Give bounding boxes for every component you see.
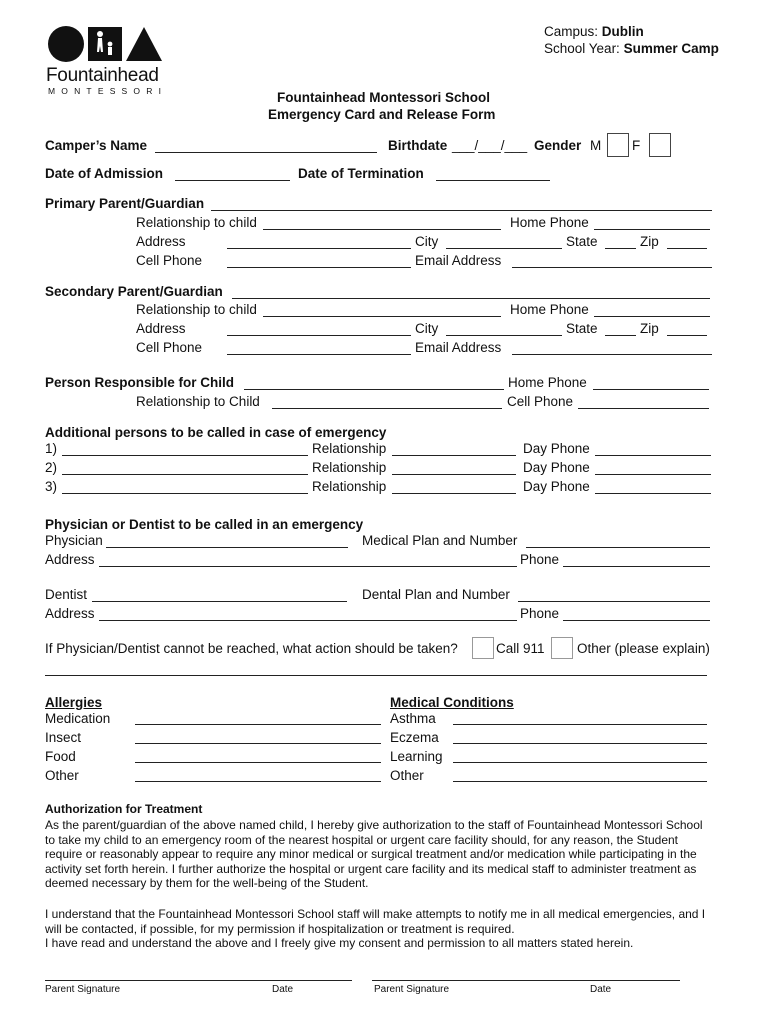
- other-label: Other (please explain): [577, 641, 710, 656]
- allergy-insect-field[interactable]: [135, 743, 381, 744]
- parent-signature-label-1: Parent Signature: [45, 984, 121, 995]
- additional-row-1-day-phone-field[interactable]: [595, 455, 711, 456]
- secondary-name-field[interactable]: [232, 298, 710, 299]
- additional-row-2-name-field[interactable]: [62, 474, 308, 475]
- additional-row-3-name-field[interactable]: [62, 493, 308, 494]
- signature-line-2[interactable]: [372, 980, 680, 981]
- dentist-phone-label: Phone: [520, 606, 560, 621]
- primary-address-field[interactable]: [227, 248, 411, 249]
- dental-plan-label: Dental Plan and Number: [362, 587, 510, 602]
- secondary-cell-label: Cell Phone: [136, 340, 203, 355]
- primary-name-field[interactable]: [211, 210, 712, 211]
- birthdate-label: Birthdate: [388, 138, 448, 153]
- secondary-home-phone-label: Home Phone: [510, 302, 589, 317]
- call-911-label: Call 911: [496, 641, 545, 656]
- allergy-medication-field[interactable]: [135, 724, 381, 725]
- dentist-label: Dentist: [45, 587, 88, 602]
- allergy-medication-label: Medication: [45, 711, 111, 726]
- medical-plan-label: Medical Plan and Number: [362, 533, 518, 548]
- additional-row-1-relationship-field[interactable]: [392, 455, 516, 456]
- secondary-address-label: Address: [136, 321, 186, 336]
- primary-cell-label: Cell Phone: [136, 253, 203, 268]
- school-year-line: [544, 41, 719, 56]
- other-explain-field[interactable]: [45, 675, 707, 676]
- authorization-paragraph-1: As the parent/guardian of the above named child, I hereby give authorization to the staff of Fountainhead Montessori School to take my child to an emergency room of the nearest hospital or urgent care facility should, for any reason, the Student require or reasonably appear to require any minor medical or surgical treatment and/or medication while participating in the activity set forth herein. I further authorize the hospital or urgent care facility and its medical staff to administer treatment as deemed necessary by them for the well-being of the Student.: [45, 818, 703, 890]
- physician-phone-field[interactable]: [563, 566, 710, 567]
- campus-label: Campus:: [544, 24, 599, 39]
- secondary-state-label: State: [566, 321, 598, 336]
- conditions-heading: Medical Conditions: [390, 695, 514, 710]
- additional-row-2-relationship-label: Relationship: [312, 460, 387, 475]
- secondary-state-field[interactable]: [605, 335, 636, 336]
- year-value: Summer Camp: [623, 41, 719, 56]
- dentist-address-field[interactable]: [99, 620, 517, 621]
- responsible-relationship-field[interactable]: [272, 408, 502, 409]
- additional-row-3-number: 3): [45, 479, 58, 494]
- campus-line: [544, 24, 644, 39]
- additional-row-1-number: 1): [45, 441, 58, 456]
- primary-city-field[interactable]: [446, 248, 562, 249]
- additional-row-1-day-phone-label: Day Phone: [523, 441, 590, 456]
- secondary-email-field[interactable]: [512, 354, 712, 355]
- unreachable-question: If Physician/Dentist cannot be reached, what action should be taken?: [45, 641, 458, 656]
- year-label: School Year:: [544, 41, 620, 56]
- medical-plan-field[interactable]: [526, 547, 710, 548]
- logo-name: Fountainhead: [46, 65, 159, 86]
- primary-relationship-label: Relationship to child: [136, 215, 257, 230]
- gender-m-checkbox[interactable]: [607, 133, 629, 157]
- dental-plan-field[interactable]: [518, 601, 710, 602]
- birthdate-field[interactable]: ___/___/___: [452, 138, 528, 153]
- physician-address-field[interactable]: [99, 566, 517, 567]
- physician-label: Physician: [45, 533, 103, 548]
- gender-f-label: F: [632, 138, 641, 153]
- responsible-home-phone-field[interactable]: [593, 389, 709, 390]
- call-911-checkbox[interactable]: [472, 637, 494, 659]
- dentist-address-label: Address: [45, 606, 95, 621]
- primary-state-field[interactable]: [605, 248, 636, 249]
- physician-address-label: Address: [45, 552, 95, 567]
- campers-name-field[interactable]: [155, 152, 377, 153]
- responsible-heading: Person Responsible for Child: [45, 375, 235, 390]
- primary-state-label: State: [566, 234, 598, 249]
- secondary-home-phone-field[interactable]: [594, 316, 710, 317]
- form-title-1: Fountainhead Montessori School: [277, 90, 491, 105]
- condition-other-field[interactable]: [453, 781, 707, 782]
- responsible-cell-field[interactable]: [578, 408, 709, 409]
- physician-phone-label: Phone: [520, 552, 560, 567]
- additional-row-3-relationship-label: Relationship: [312, 479, 387, 494]
- responsible-name-field[interactable]: [244, 389, 504, 390]
- condition-other-label: Other: [390, 768, 424, 783]
- gender-f-checkbox[interactable]: [649, 133, 671, 157]
- gender-m-label: M: [590, 138, 602, 153]
- primary-zip-field[interactable]: [667, 248, 707, 249]
- secondary-relationship-field[interactable]: [263, 316, 501, 317]
- authorization-heading: Authorization for Treatment: [45, 802, 203, 816]
- form-title-2: Emergency Card and Release Form: [268, 107, 496, 122]
- condition-learning-label: Learning: [390, 749, 443, 764]
- allergy-insect-label: Insect: [45, 730, 82, 745]
- primary-home-phone-field[interactable]: [594, 229, 710, 230]
- responsible-home-phone-label: Home Phone: [508, 375, 587, 390]
- allergy-other-label: Other: [45, 768, 79, 783]
- allergy-food-field[interactable]: [135, 762, 381, 763]
- responsible-relationship-label: Relationship to Child: [136, 394, 260, 409]
- admission-field[interactable]: [175, 180, 290, 181]
- authorization-paragraph-3: I have read and understand the above and I freely give my consent and permission to all matters stated herein.: [45, 936, 634, 950]
- logo-sub: MONTESSORI: [48, 86, 168, 96]
- primary-address-label: Address: [136, 234, 186, 249]
- condition-asthma-label: Asthma: [390, 711, 436, 726]
- allergy-other-field[interactable]: [135, 781, 381, 782]
- termination-label: Date of Termination: [298, 166, 424, 181]
- secondary-address-field[interactable]: [227, 335, 411, 336]
- condition-eczema-field[interactable]: [453, 743, 707, 744]
- secondary-city-field[interactable]: [446, 335, 562, 336]
- responsible-cell-label: Cell Phone: [507, 394, 574, 409]
- primary-heading: Primary Parent/Guardian: [45, 196, 205, 211]
- other-checkbox[interactable]: [551, 637, 573, 659]
- dentist-field[interactable]: [92, 601, 347, 602]
- allergy-food-label: Food: [45, 749, 76, 764]
- additional-row-2-number: 2): [45, 460, 58, 475]
- date-label-2: Date: [590, 984, 612, 995]
- secondary-email-label: Email Address: [415, 340, 502, 355]
- date-label-1: Date: [272, 984, 294, 995]
- additional-row-1-relationship-label: Relationship: [312, 441, 387, 456]
- signature-line-1[interactable]: [45, 980, 352, 981]
- additional-row-2-day-phone-field[interactable]: [595, 474, 711, 475]
- additional-row-3-day-phone-field[interactable]: [595, 493, 711, 494]
- campus-value: Dublin: [601, 24, 644, 39]
- secondary-zip-field[interactable]: [667, 335, 707, 336]
- additional-row-2-relationship-field[interactable]: [392, 474, 516, 475]
- condition-asthma-field[interactable]: [453, 724, 707, 725]
- primary-zip-label: Zip: [640, 234, 659, 249]
- parent-signature-label-2: Parent Signature: [374, 984, 450, 995]
- secondary-relationship-label: Relationship to child: [136, 302, 257, 317]
- primary-email-label: Email Address: [415, 253, 502, 268]
- additional-heading: Additional persons to be called in case of emergency: [45, 425, 387, 440]
- physician-heading: Physician or Dentist to be called in an emergency: [45, 517, 364, 532]
- secondary-cell-field[interactable]: [227, 354, 411, 355]
- gender-label: Gender: [534, 138, 582, 153]
- secondary-city-label: City: [415, 321, 439, 336]
- primary-email-field[interactable]: [512, 267, 712, 268]
- additional-row-3-relationship-field[interactable]: [392, 493, 516, 494]
- authorization-paragraph-2: I understand that the Fountainhead Montessori School staff will make attempts to notify me in all medical emergencies, and I will be contacted, if possible, for my permission if hospitalization or treatment is required.: [45, 907, 706, 936]
- additional-row-2-day-phone-label: Day Phone: [523, 460, 590, 475]
- admission-label: Date of Admission: [45, 166, 164, 181]
- primary-city-label: City: [415, 234, 439, 249]
- primary-home-phone-label: Home Phone: [510, 215, 589, 230]
- additional-row-3-day-phone-label: Day Phone: [523, 479, 590, 494]
- allergies-heading: Allergies: [45, 695, 103, 710]
- termination-field[interactable]: [436, 180, 550, 181]
- additional-row-1-name-field[interactable]: [62, 455, 308, 456]
- campers-name-label: Camper’s Name: [45, 138, 148, 153]
- primary-relationship-field[interactable]: [263, 229, 501, 230]
- physician-field[interactable]: [106, 547, 348, 548]
- secondary-zip-label: Zip: [640, 321, 659, 336]
- condition-learning-field[interactable]: [453, 762, 707, 763]
- primary-cell-field[interactable]: [227, 267, 411, 268]
- dentist-phone-field[interactable]: [563, 620, 710, 621]
- condition-eczema-label: Eczema: [390, 730, 439, 745]
- secondary-heading: Secondary Parent/Guardian: [45, 284, 223, 299]
